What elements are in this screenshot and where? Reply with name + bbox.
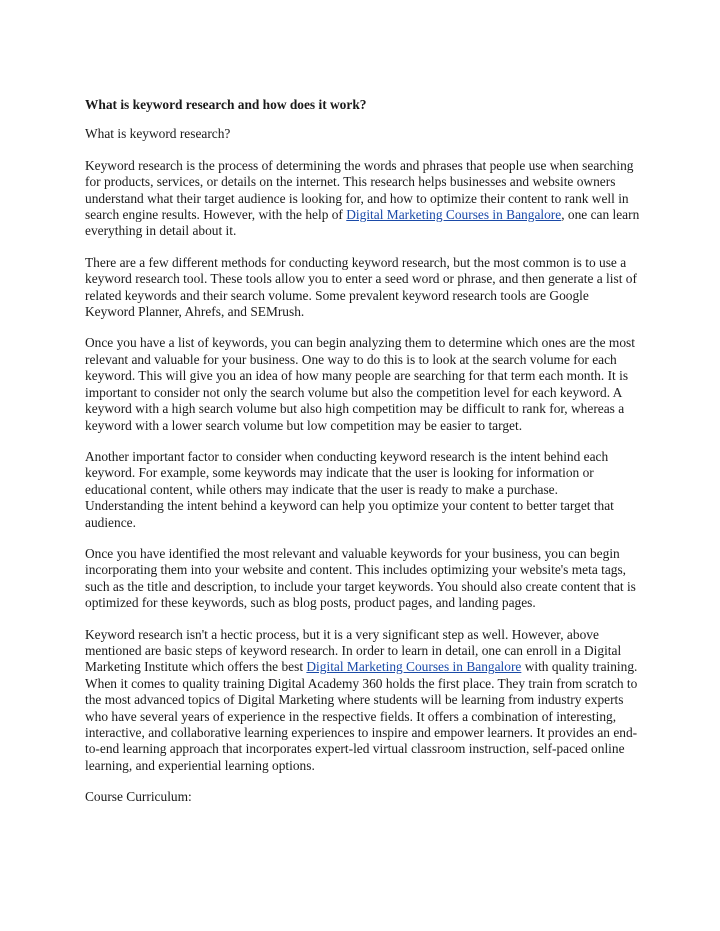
document-subtitle: What is keyword research? xyxy=(85,126,231,142)
paragraph-enroll-text-after: with quality training. When it comes to quality training Digital Academy 360 holds the first place. They train from scratch to the most advanced topics of Digital Marketing where students will be learning from industry experts who have several years of experience in the respective fields. It offers a combination of interesting, interactive, and collaborative learning experiences to inspire and empower learners. It provides an end-to-end learning approach that incorporates expert-led virtual classroom instruction, self-paced online learning, and experiential learning options. xyxy=(85,659,638,773)
course-link[interactable]: Digital Marketing Courses in Bangalore xyxy=(306,659,522,675)
course-curriculum-heading: Course Curriculum: xyxy=(85,789,192,805)
paragraph-enroll-text-before: Keyword research isn't a hectic process, but it is a very significant step as well. However, above mentioned are basic steps of keyword research. In order to learn in detail, one can enroll in a Digital Marketing Institute which offers the best xyxy=(85,626,622,675)
paragraph-intro-text-before: Keyword research is the process of determining the words and phrases that people use when searching for products, services, or details on the internet. This research helps businesses and website owners understand what their target audience is looking for, and how to optimize their content to rank well in search engine results. However, with the help of xyxy=(85,157,634,223)
paragraph-methods: There are a few different methods for conducting keyword research, but the most common is to use a keyword research tool. These tools allow you to enter a seed word or phrase, and then generate a list of related keywords and their search volume. Some prevalent keyword research tools are Google Keyword Planner, Ahrefs, and SEMrush. xyxy=(85,254,637,320)
paragraph-implementation: Once you have identified the most relevant and valuable keywords for your business, you can begin incorporating them into your website and content. This includes optimizing your website's meta tags, such as the title and description, to include your target keywords. You should also create content that is optimized for these keywords, such as blog posts, product pages, and landing pages. xyxy=(85,545,636,611)
course-link[interactable]: Digital Marketing Courses in Bangalore xyxy=(346,207,562,223)
paragraph-enroll xyxy=(85,627,640,775)
document-title: What is keyword research and how does it work? xyxy=(85,97,367,112)
document-page xyxy=(85,97,640,821)
paragraph-intent: Another important factor to consider when conducting keyword research is the intent behind each keyword. For example, some keywords may indicate that the user is looking for information or educational content, while others may indicate that the user is ready to make a purchase. Understanding the intent behind a keyword can help you optimize your content to better target that audience. xyxy=(85,448,614,530)
paragraph-analysis: Once you have a list of keywords, you can begin analyzing them to determine which ones are the most relevant and valuable for your business. One way to do this is to look at the search volume for each keyword. This will give you an idea of how many people are searching for that term each month. It is important to consider not only the search volume but also the competition level for each keyword. A keyword with a high search volume but also high competition may be difficult to rank for, whereas a keyword with a lower search volume but low competition may be easier to target. xyxy=(85,335,635,433)
paragraph-intro xyxy=(85,158,640,240)
paragraph-intro-text-after: , one can learn everything in detail about it. xyxy=(85,207,640,239)
